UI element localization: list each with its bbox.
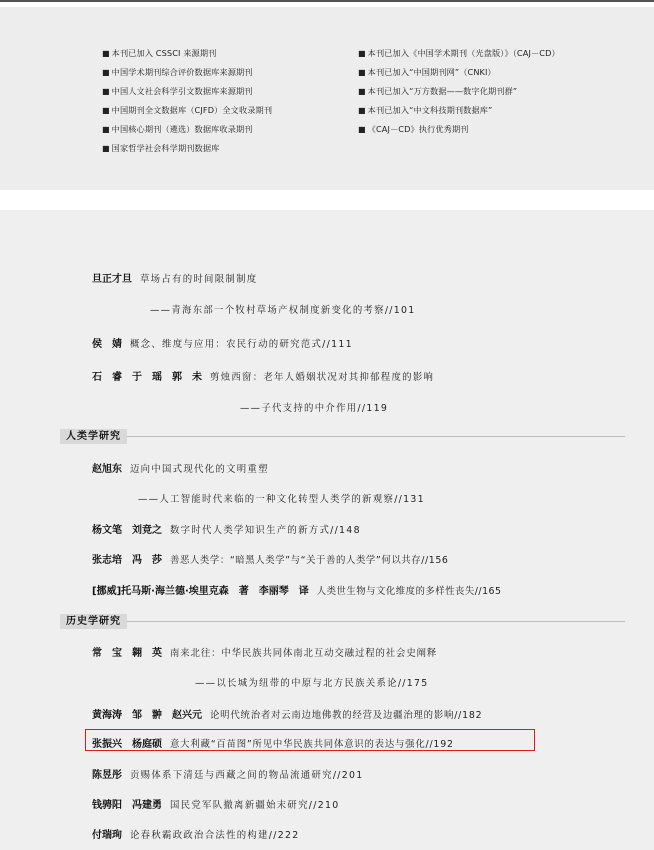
entry-title: 国民党军队撤离新疆始末研究//210 xyxy=(170,800,340,811)
toc-entry-subtitle[interactable] xyxy=(138,491,425,505)
section-divider xyxy=(60,436,625,437)
entry-title: 贡赐体系下清廷与西藏之间的物品流通研究//201 xyxy=(130,770,364,781)
bullet-icon: ■ xyxy=(358,49,366,58)
entry-authors: 旦正才旦 xyxy=(92,274,132,285)
entry-authors: 张志培 冯 莎 xyxy=(92,555,162,566)
entry-subtitle: ——子代支持的中介作用//119 xyxy=(240,403,389,414)
entry-authors: 赵旭东 xyxy=(92,464,122,475)
entry-subtitle: ——青海东部一个牧村草场产权制度新变化的考察//101 xyxy=(150,305,416,316)
bullet-icon: ■ xyxy=(102,125,110,134)
toc-entry[interactable] xyxy=(92,582,501,597)
section-heading-anthropology: 人类学研究 xyxy=(60,429,127,444)
bullet-icon: ■ xyxy=(358,125,366,134)
entry-authors: [挪威]托马斯·海兰德·埃里克森 著 李丽琴 译 xyxy=(92,586,309,597)
badge-right-4: ■ 本刊已加入“中文科技期刊数据库” xyxy=(358,105,493,115)
top-border-line xyxy=(0,0,654,2)
entry-subtitle: ——以长城为纽带的中原与北方民族关系论//175 xyxy=(195,678,429,689)
entry-subtitle: ——人工智能时代来临的一种文化转型人类学的新观察//131 xyxy=(138,494,425,505)
toc-entry[interactable] xyxy=(92,270,257,285)
entry-title: 概念、维度与应用：农民行动的研究范式//111 xyxy=(130,339,353,350)
toc-entry[interactable] xyxy=(92,335,353,350)
bullet-icon: ■ xyxy=(102,87,110,96)
badge-left-3: ■ 中国人文社会科学引文数据库来源期刊 xyxy=(102,86,253,96)
section-heading-history: 历史学研究 xyxy=(60,614,127,629)
bullet-icon: ■ xyxy=(102,144,110,153)
bullet-icon: ■ xyxy=(102,49,110,58)
toc-entry-subtitle[interactable] xyxy=(150,302,416,316)
toc-entry[interactable] xyxy=(92,766,364,781)
bullet-icon: ■ xyxy=(358,87,366,96)
toc-entry[interactable] xyxy=(92,796,340,811)
toc-entry[interactable] xyxy=(92,644,437,659)
badge-left-4: ■ 中国期刊全文数据库（CJFD）全文收录期刊 xyxy=(102,105,273,115)
badge-right-5: ■ 《CAJ－CD》执行优秀期刊 xyxy=(358,124,469,134)
toc-entry[interactable] xyxy=(92,826,300,841)
bullet-icon: ■ xyxy=(358,106,366,115)
entry-authors: 张振兴 杨庭硕 xyxy=(92,739,162,750)
toc-entry[interactable] xyxy=(92,460,269,475)
entry-title: 意大利藏“百苗图”所见中华民族共同体意识的表达与强化//192 xyxy=(170,739,454,750)
entry-title: 数字时代人类学知识生产的新方式//148 xyxy=(170,525,361,536)
bullet-icon: ■ xyxy=(358,68,366,77)
bullet-icon: ■ xyxy=(102,68,110,77)
entry-authors: 陈昱彤 xyxy=(92,770,122,781)
entry-title: 善恶人类学：“暗黑人类学”与“关于善的人类学”何以共存//156 xyxy=(170,555,449,566)
badge-right-1: ■ 本刊已加入《中国学术期刊（光盘版）》（CAJ－CD） xyxy=(358,48,560,58)
badge-left-1: ■ 本刊已加入 CSSCI 来源期刊 xyxy=(102,48,217,58)
entry-authors: 常 宝 翱 英 xyxy=(92,648,162,659)
toc-entry[interactable] xyxy=(92,551,448,566)
badge-right-3: ■ 本刊已加入“万方数据——数字化期刊群” xyxy=(358,86,518,96)
toc-entry[interactable] xyxy=(92,368,434,383)
badge-left-6: ■ 国家哲学社会科学期刊数据库 xyxy=(102,143,220,153)
toc-entry-highlighted[interactable] xyxy=(92,735,454,750)
entry-authors: 杨文笔 刘竞之 xyxy=(92,525,162,536)
bullet-icon: ■ xyxy=(102,106,110,115)
toc-entry-subtitle[interactable] xyxy=(195,675,429,689)
badge-left-5: ■ 中国核心期刊（遴选）数据库收录期刊 xyxy=(102,124,253,134)
entry-authors: 石 睿 于 瑶 郭 未 xyxy=(92,372,202,383)
entry-title: 论春秋霸政政治合法性的构建//222 xyxy=(130,830,300,841)
toc-entry-subtitle[interactable] xyxy=(240,400,388,414)
entry-title: 人类世生物与文化维度的多样性丧失//165 xyxy=(316,586,502,597)
entry-authors: 黄海涛 邹 翀 赵兴元 xyxy=(92,710,202,721)
entry-authors: 侯 婧 xyxy=(92,339,122,350)
entry-title: 迈向中国式现代化的文明重塑 xyxy=(130,464,269,475)
entry-title: 南来北往：中华民族共同体南北互动交融过程的社会史阐释 xyxy=(170,648,438,659)
entry-authors: 付瑞珣 xyxy=(92,830,122,841)
entry-title: 论明代统治者对云南边地佛教的经营及边疆治理的影响//182 xyxy=(210,710,483,721)
section-divider xyxy=(60,621,625,622)
badge-left-2: ■ 中国学术期刊综合评价数据库来源期刊 xyxy=(102,67,253,77)
entry-title: 剪烛西窗：老年人婚姻状况对其抑郁程度的影响 xyxy=(210,372,435,383)
badge-right-2: ■ 本刊已加入“中国期刊网”（CNKI） xyxy=(358,67,496,77)
entry-authors: 钱骋阳 冯建勇 xyxy=(92,800,162,811)
entry-title: 草场占有的时间限制制度 xyxy=(140,274,258,285)
toc-entry[interactable] xyxy=(92,706,482,721)
indexing-badges-panel xyxy=(0,7,654,190)
toc-entry[interactable] xyxy=(92,521,361,536)
